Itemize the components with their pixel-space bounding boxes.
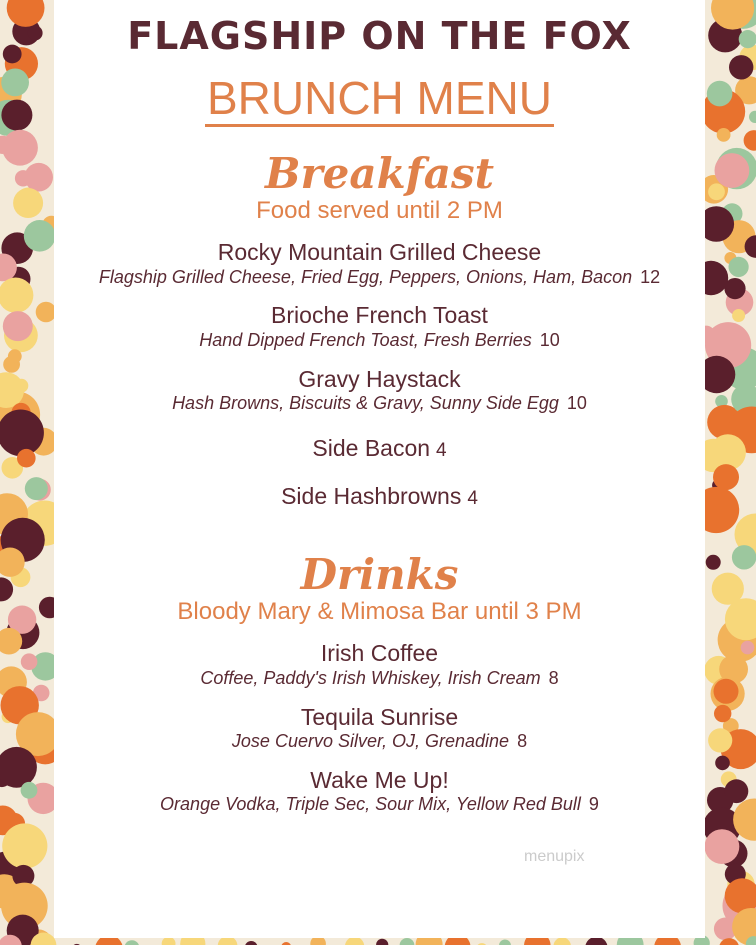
background-dot — [124, 940, 139, 945]
background-dot — [708, 183, 725, 200]
background-dot — [749, 111, 756, 123]
background-dot — [741, 641, 755, 655]
item-price: 9 — [588, 794, 599, 815]
menu-item — [54, 483, 705, 511]
item-name: Wake Me Up! — [310, 766, 449, 793]
item-price: 8 — [517, 731, 528, 752]
background-dot — [715, 153, 750, 188]
item-name — [54, 435, 705, 463]
background-dot — [400, 938, 415, 945]
background-dot — [1, 69, 29, 97]
background-dot — [13, 188, 43, 218]
item-desc-text: Jose Cuervo Silver, OJ, Grenadine — [231, 731, 510, 752]
background-dot — [729, 257, 749, 277]
item-description — [54, 668, 705, 690]
menu-item — [54, 366, 705, 415]
background-dot — [1, 100, 32, 131]
background-dot — [28, 26, 43, 41]
menu-item — [54, 302, 705, 351]
background-dot — [715, 756, 730, 771]
background-dot — [499, 940, 511, 945]
item-name: Brioche French Toast — [271, 302, 488, 329]
menu-item — [54, 640, 705, 689]
item-name: Irish Coffee — [320, 640, 439, 667]
drinks-section — [54, 550, 705, 816]
menu-title: BRUNCH MENU — [205, 74, 554, 127]
background-dot — [725, 779, 749, 803]
item-price: 12 — [640, 266, 661, 287]
background-dot — [7, 0, 45, 27]
drinks-title: Drinks — [300, 550, 459, 600]
background-dot — [717, 128, 731, 142]
item-desc-text: Orange Vodka, Triple Sec, Sour Mix, Yellow Red Bull — [160, 794, 581, 815]
item-price: 8 — [548, 668, 559, 689]
background-dot — [24, 163, 53, 192]
background-dot — [3, 45, 22, 64]
background-dot — [708, 728, 732, 752]
menu-item — [54, 239, 705, 288]
background-dot — [724, 278, 745, 299]
breakfast-note: Food served until 2 PM — [256, 197, 503, 225]
background-dot — [0, 577, 13, 601]
background-dot — [744, 130, 756, 151]
item-price: 10 — [539, 330, 560, 351]
item-desc-text: Hash Browns, Biscuits & Gravy, Sunny Side Egg — [172, 393, 559, 414]
background-dot — [732, 309, 745, 322]
background-dot — [729, 55, 753, 79]
menu-item — [54, 767, 705, 816]
background-dot — [713, 464, 739, 490]
background-dot — [714, 705, 731, 722]
item-description — [54, 330, 705, 352]
item-price: 4 — [467, 487, 478, 509]
item-desc-text: Hand Dipped French Toast, Fresh Berries — [199, 330, 532, 351]
background-dot — [2, 823, 47, 868]
item-desc-text: Flagship Grilled Cheese, Fried Egg, Peppers, Onions, Ham, Bacon — [98, 266, 633, 287]
item-name-text: Side Hashbrowns — [281, 482, 462, 509]
background-dot — [714, 679, 739, 704]
background-dot — [376, 939, 388, 945]
background-dot — [21, 782, 38, 799]
background-dot — [25, 477, 48, 500]
background-dot — [24, 220, 56, 252]
item-name: Gravy Haystack — [298, 365, 461, 392]
item-description — [54, 393, 705, 415]
item-price: 10 — [566, 393, 587, 414]
item-name: Tequila Sunrise — [300, 703, 459, 730]
background-dot — [245, 941, 258, 945]
background-dot — [554, 937, 571, 945]
item-description — [54, 731, 705, 753]
background-dot — [3, 311, 33, 341]
drinks-note: Bloody Mary & Mimosa Bar until 3 PM — [177, 598, 582, 626]
breakfast-section — [54, 149, 705, 510]
background-dot — [17, 449, 36, 468]
menu-panel — [54, 0, 705, 938]
item-name: Rocky Mountain Grilled Cheese — [217, 239, 542, 266]
background-dot — [8, 349, 22, 363]
item-name — [54, 483, 705, 511]
background-dot — [2, 130, 38, 166]
item-price: 4 — [436, 439, 447, 461]
item-description — [54, 267, 705, 289]
background-dot — [706, 555, 721, 570]
restaurant-name: FLAGSHIP ON THE FOX — [127, 14, 632, 58]
item-desc-text: Coffee, Paddy's Irish Whiskey, Irish Cream — [200, 668, 541, 689]
background-dot — [707, 81, 733, 107]
watermark: menupix — [524, 848, 585, 865]
background-dot — [705, 829, 740, 864]
item-name-text: Side Bacon — [312, 434, 431, 461]
menu-item — [54, 704, 705, 753]
background-dot — [732, 545, 756, 569]
background-dot — [21, 653, 38, 670]
item-description — [54, 794, 705, 816]
breakfast-title: Breakfast — [265, 149, 494, 199]
menu-item — [54, 435, 705, 463]
